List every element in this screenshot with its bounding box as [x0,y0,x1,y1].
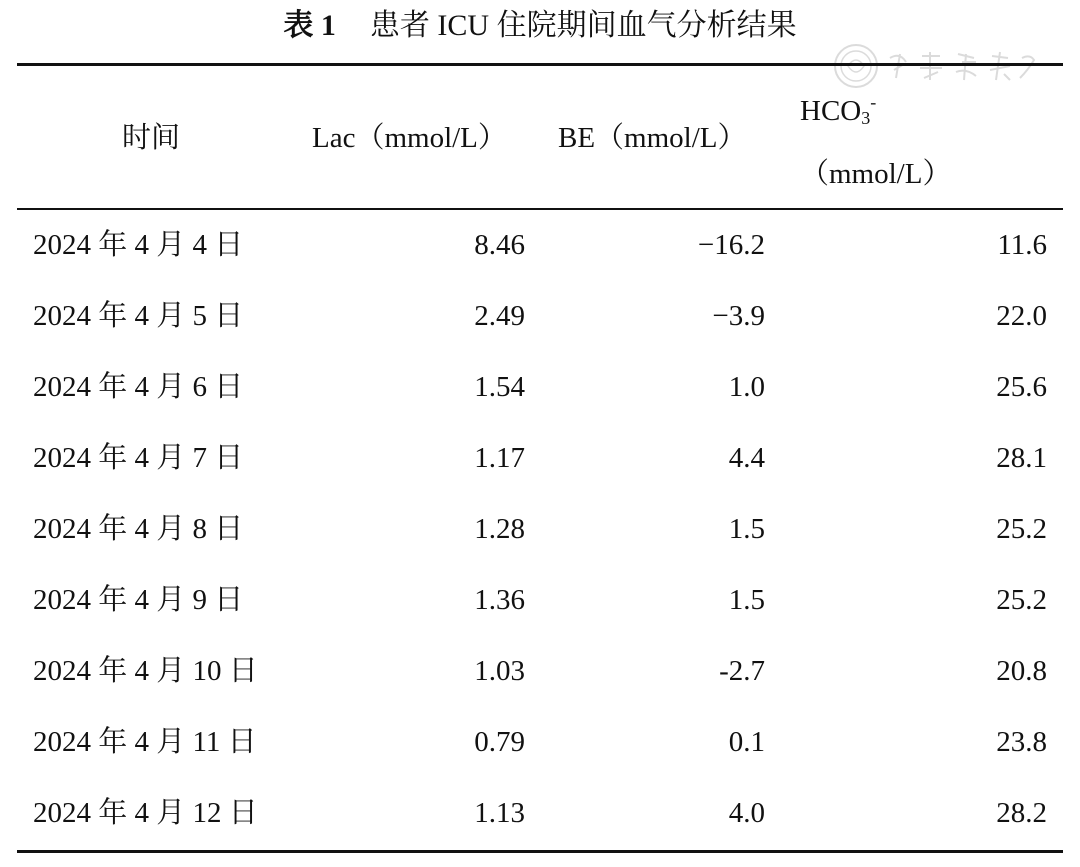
cell-date: 2024 年 4 月 10 日 [33,655,258,687]
cell-date: 2024 年 4 月 12 日 [33,797,258,829]
cell-date: 2024 年 4 月 6 日 [33,371,244,403]
cell-lac: 1.28 [474,513,525,545]
cell-lac: 8.46 [474,229,525,261]
cell-be: 0.1 [728,726,765,758]
cell-date: 2024 年 4 月 7 日 [33,442,244,474]
table-row [0,440,1080,511]
cell-be: 1.0 [728,371,765,403]
header-time: 时间 [122,122,181,154]
cell-hco3: 20.8 [996,655,1047,687]
cell-hco3: 25.6 [996,371,1047,403]
table-row [0,724,1080,795]
cell-date: 2024 年 4 月 9 日 [33,584,244,616]
cell-hco3: 25.2 [996,513,1047,545]
cell-lac: 1.36 [474,584,525,616]
cell-hco3: 23.8 [996,726,1047,758]
cell-be: -2.7 [719,655,765,687]
cell-lac: 1.17 [474,442,525,474]
cell-hco3: 22.0 [996,300,1047,332]
table-bottom-rule [17,850,1063,853]
table-row [0,582,1080,653]
cell-date: 2024 年 4 月 5 日 [33,300,244,332]
cell-be: −16.2 [697,229,765,261]
header-lac: Lac（mmol/L） [312,122,507,154]
table-row [0,298,1080,369]
cell-be: 1.5 [728,584,765,616]
cell-date: 2024 年 4 月 8 日 [33,513,244,545]
cell-date: 2024 年 4 月 11 日 [33,726,257,758]
cell-lac: 1.13 [474,797,525,829]
cell-lac: 2.49 [474,300,525,332]
cell-be: 4.4 [728,442,765,474]
table-row [0,227,1080,298]
cell-hco3: 11.6 [997,229,1047,261]
table-row [0,653,1080,724]
header-hco3-subscript: 3 [861,108,871,128]
table-header-rule [17,208,1063,210]
table-top-rule [17,63,1063,66]
cell-lac: 1.03 [474,655,525,687]
cell-hco3: 28.1 [996,442,1047,474]
cell-lac: 1.54 [474,371,525,403]
cell-be: 1.5 [728,513,765,545]
cell-lac: 0.79 [474,726,525,758]
table-row [0,795,1080,866]
header-hco3-superscript: - [870,92,877,112]
table-row [0,369,1080,440]
cell-be: 4.0 [728,797,765,829]
cell-be: −3.9 [712,300,765,332]
header-hco3-unit: （mmol/L） [800,158,952,190]
header-be: BE（mmol/L） [558,122,747,154]
cell-date: 2024 年 4 月 4 日 [33,229,244,261]
table-number: 表 1 [283,9,336,42]
header-hco3-base: HCO [800,95,862,127]
cell-hco3: 25.2 [996,584,1047,616]
table-row [0,511,1080,582]
header-hco3 [800,84,876,136]
table-title: 患者 ICU 住院期间血气分析结果 [369,9,797,42]
cell-hco3: 28.2 [996,797,1047,829]
